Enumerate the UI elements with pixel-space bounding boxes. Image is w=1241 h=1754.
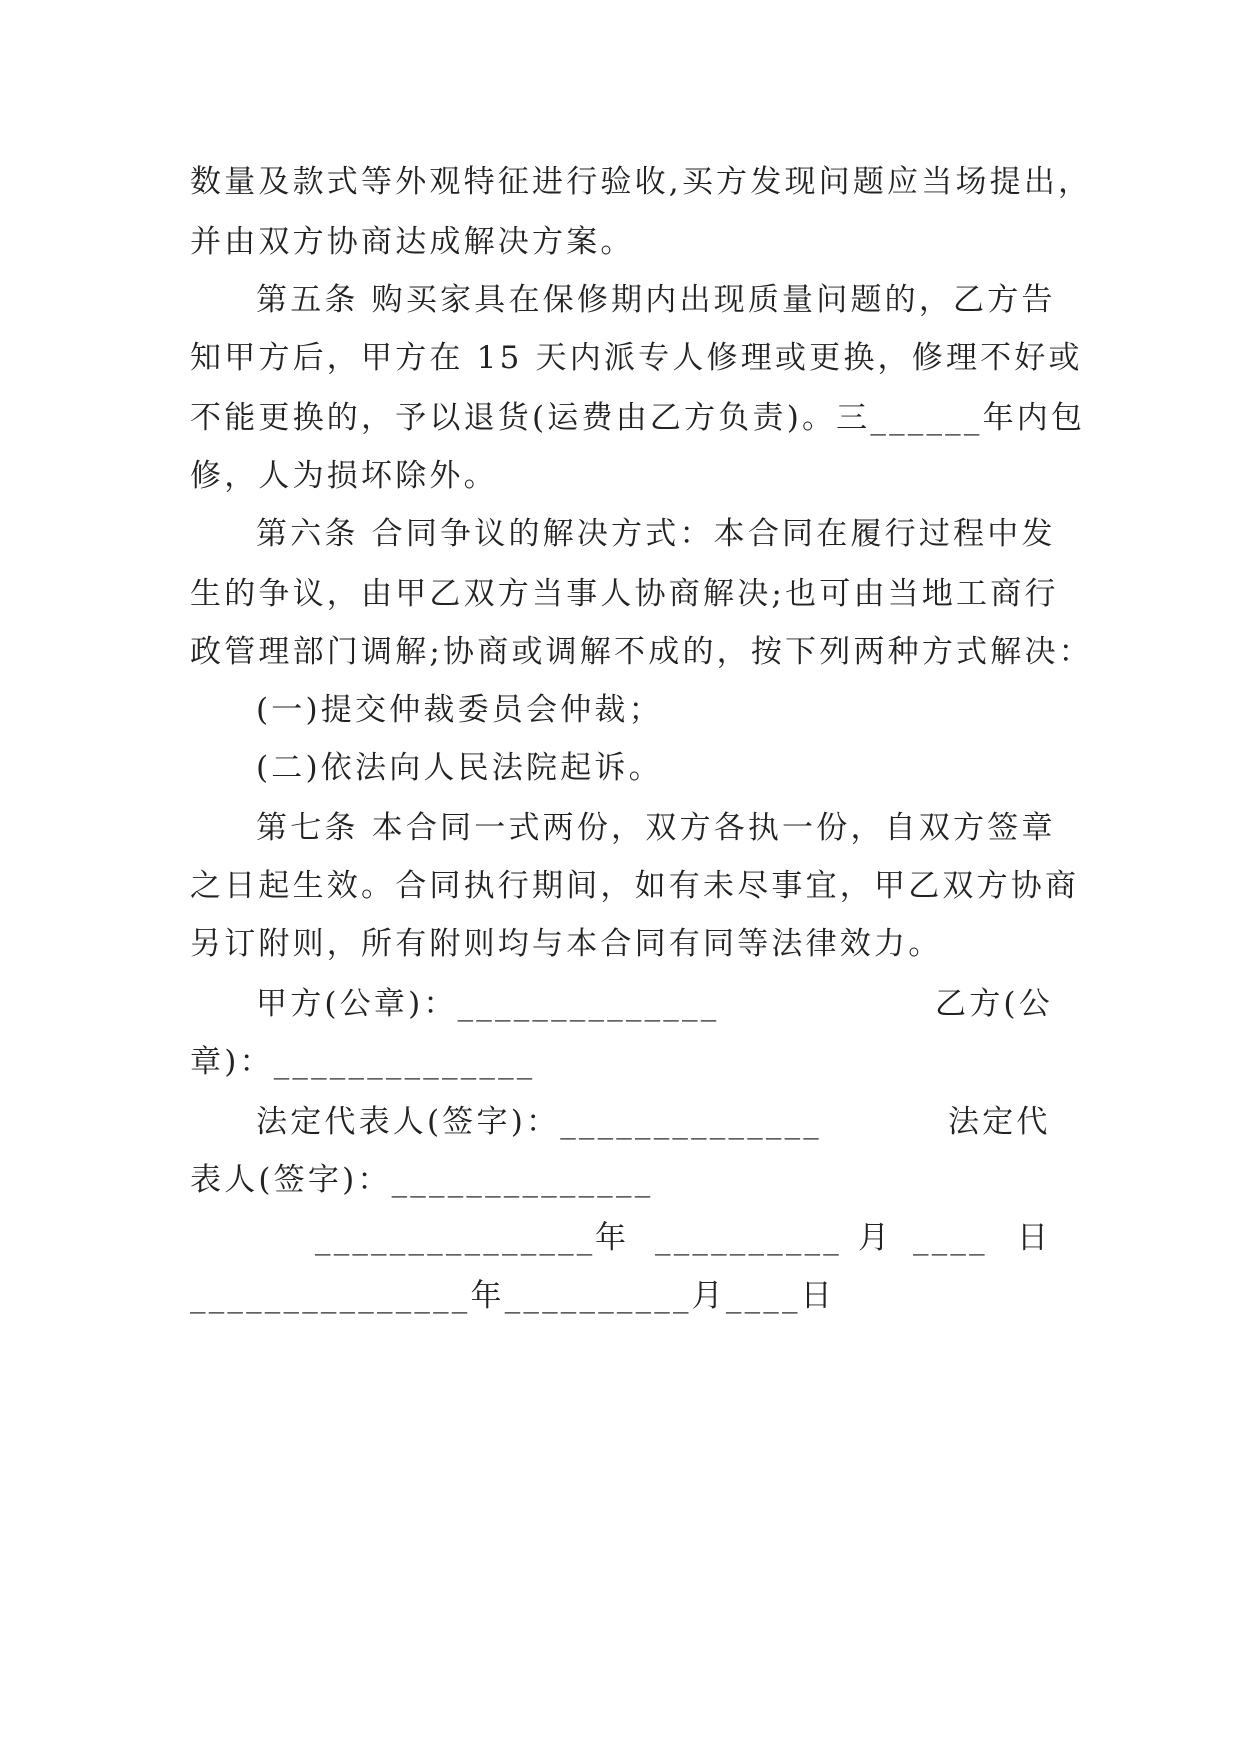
option-2-line: (二)依法向人民法院起诉。 xyxy=(256,750,663,786)
party-b-seal-start: 乙方(公 xyxy=(935,986,1053,1022)
text-line: 修，人为损坏除外。 xyxy=(190,458,498,494)
party-b-representative-end: 表人(签字)：______________ xyxy=(190,1162,654,1198)
party-b-seal-end: 章)：______________ xyxy=(190,1044,536,1080)
article-6-heading-line: 第六条 合同争议的解决方式：本合同在履行过程中发 xyxy=(256,516,1056,552)
date-a-day-blank: ____ xyxy=(913,1220,988,1256)
date-a-year-label: 年 xyxy=(595,1220,630,1256)
text-line: 数量及款式等外观特征进行验收,买方发现问题应当场提出， xyxy=(190,164,1093,200)
date-a-month-blank: __________ xyxy=(655,1220,842,1256)
date-a-year-blank: _______________ xyxy=(315,1220,596,1256)
text-line: 并由双方协商达成解决方案。 xyxy=(190,224,635,260)
text-line: 知甲方后，甲方在 15 天内派专人修理或更换，修理不好或 xyxy=(190,340,1083,376)
text-line: 另订附则，所有附则均与本合同有同等法律效力。 xyxy=(190,926,943,962)
date-b: _______________年__________月____日 xyxy=(190,1278,835,1314)
text-line: 不能更换的，予以退货(运费由乙方负责)。三______年内包 xyxy=(190,400,1086,436)
text-line: 政管理部门调解;协商或调解不成的，按下列两种方式解决： xyxy=(190,634,1093,670)
text-line: 之日起生效。合同执行期间，如有未尽事宜，甲乙双方协商 xyxy=(190,868,1080,904)
text-line: 生的争议，由甲乙双方当事人协商解决;也可由当地工商行 xyxy=(190,576,1059,612)
date-a-day-label: 日 xyxy=(1017,1220,1052,1256)
date-a-month-label: 月 xyxy=(858,1220,893,1256)
article-7-heading-line: 第七条 本合同一式两份，双方各执一份，自双方签章 xyxy=(256,810,1056,846)
party-b-representative-start: 法定代 xyxy=(948,1104,1051,1140)
party-a-representative: 法定代表人(签字)：______________ xyxy=(256,1104,822,1140)
article-5-heading-line: 第五条 购买家具在保修期内出现质量问题的，乙方告 xyxy=(256,282,1056,318)
option-1-line: (一)提交仲裁委员会仲裁； xyxy=(256,692,663,728)
party-a-seal: 甲方(公章)：______________ xyxy=(256,986,720,1022)
